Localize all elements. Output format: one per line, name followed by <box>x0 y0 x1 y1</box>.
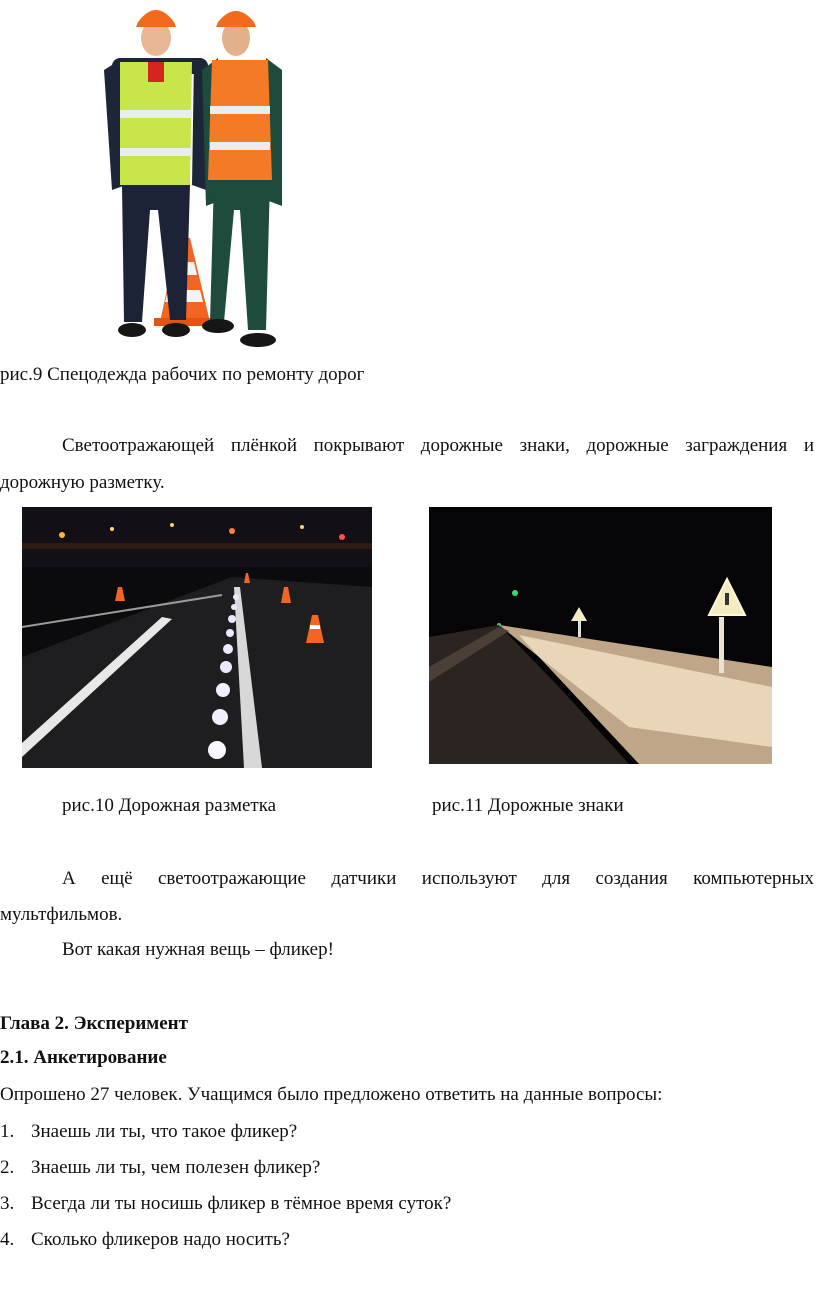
paragraph-conclusion: Вот какая нужная вещь – фликер! <box>62 939 334 960</box>
paragraph-sensors-line1: А ещё светоотражающие датчики используют для создания компьютерных <box>62 868 814 889</box>
question-number: 4. <box>0 1229 15 1250</box>
figure-11-road-signs-image <box>429 507 772 764</box>
figure-11-caption: рис.11 Дорожные знаки <box>432 795 624 816</box>
question-text: Знаешь ли ты, что такое фликер? <box>31 1121 298 1142</box>
paragraph-reflective-film-line2: дорожную разметку. <box>0 472 165 493</box>
chapter-title: Глава 2. Эксперимент <box>0 1013 188 1034</box>
figure-9-caption: рис.9 Спецодежда рабочих по ремонту дорог <box>0 364 365 385</box>
question-number: 2. <box>0 1157 15 1178</box>
question-number: 3. <box>0 1193 15 1214</box>
figure-10-caption: рис.10 Дорожная разметка <box>62 795 277 816</box>
question-number: 1. <box>0 1121 15 1142</box>
survey-intro: Опрошено 27 человек. Учащимся было предложено ответить на данные вопросы: <box>0 1084 663 1105</box>
figure-9-workers-image <box>90 0 300 352</box>
section-title: 2.1. Анкетирование <box>0 1047 167 1068</box>
question-text: Сколько фликеров надо носить? <box>31 1229 290 1250</box>
paragraph-sensors-line2: мультфильмов. <box>0 904 123 925</box>
question-text: Всегда ли ты носишь фликер в тёмное время суток? <box>31 1193 452 1214</box>
figure-10-road-marking-image <box>22 507 372 768</box>
question-text: Знаешь ли ты, чем полезен фликер? <box>31 1157 321 1178</box>
paragraph-reflective-film-line1: Светоотражающей плёнкой покрывают дорожные знаки, дорожные заграждения и <box>62 435 814 456</box>
